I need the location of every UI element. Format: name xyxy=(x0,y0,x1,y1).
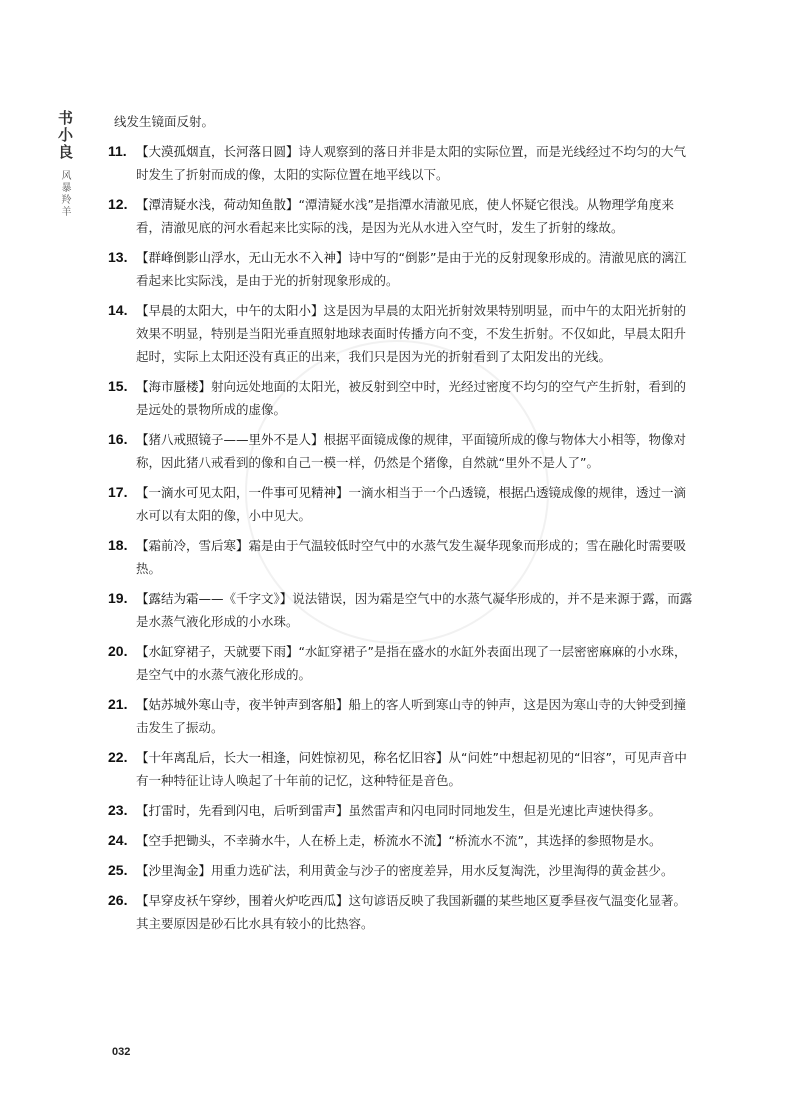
item-heading: 【沙里淘金】 xyxy=(136,863,212,878)
list-item xyxy=(108,889,698,935)
list-item xyxy=(108,246,698,292)
item-number: 21. xyxy=(108,696,128,712)
item-number: 24. xyxy=(108,832,128,848)
item-list xyxy=(108,140,698,935)
item-number: 18. xyxy=(108,537,128,553)
list-item xyxy=(108,299,698,368)
list-item xyxy=(108,140,698,186)
item-heading: 【打雷时，先看到闪电，后听到雷声】 xyxy=(136,803,349,818)
item-body: 用重力选矿法，利用黄金与沙子的密度差异，用水反复淘洗，沙里淘得的黄金甚少。 xyxy=(211,863,674,878)
item-body: 船上的客人听到寒山寺的钟声，这是因为寒山寺的大钟受到撞击发生了振动。 xyxy=(136,697,687,735)
item-body: 诗人观察到的落日并非是太阳的实际位置，而是光线经过不均匀的大气时发生了折射而成的像，太阳的实际位置在地平线以下。 xyxy=(136,144,687,182)
item-body: “潭清疑水浅”是指潭水清澈见底，使人怀疑它很浅。从物理学角度来看，清澈见底的河水看起来比实际的浅，是因为光从水进入空气时，发生了折射的缘故。 xyxy=(136,197,674,235)
item-body: 诗中写的“倒影”是由于光的反射现象形成的。清澈见底的漓江看起来比实际浅，是由于光的折射现象形成的。 xyxy=(136,250,687,288)
list-item xyxy=(108,428,698,474)
item-body: 射向远处地面的太阳光，被反射到空中时，光经过密度不均匀的空气产生折射，看到的是远处的景物所成的虚像。 xyxy=(136,379,687,417)
item-heading: 【姑苏城外寒山寺，夜半钟声到客船】 xyxy=(136,697,349,712)
item-number: 13. xyxy=(108,249,128,265)
item-body: 这句谚语反映了我国新疆的某些地区夏季昼夜气温变化显著。其主要原因是砂石比水具有较小的比热容。 xyxy=(136,893,687,931)
item-number: 20. xyxy=(108,643,128,659)
item-number: 17. xyxy=(108,484,128,500)
item-heading: 【霜前冷，雪后寒】 xyxy=(136,538,249,553)
item-heading: 【大漠孤烟直，长河落日圆】 xyxy=(136,144,299,159)
item-heading: 【早穿皮袄午穿纱，围着火炉吃西瓜】 xyxy=(136,893,349,908)
item-number: 19. xyxy=(108,590,128,606)
list-item xyxy=(108,587,698,633)
side-book-title: 书小良 xyxy=(56,110,74,161)
side-author-name: 风暴羚羊 xyxy=(59,170,70,218)
page-content xyxy=(108,110,698,942)
item-heading: 【十年离乱后，长大一相逢，问姓惊初见，称名忆旧容】 xyxy=(136,750,449,765)
list-item xyxy=(108,534,698,580)
list-item xyxy=(108,829,698,852)
list-item xyxy=(108,859,698,882)
page-number: 032 xyxy=(112,1046,131,1058)
item-body: 这是因为早晨的太阳光折射效果特别明显，而中午的太阳光折射的效果不明显，特别是当阳光垂直照射地球表面时传播方向不变，不发生折射。不仅如此，早晨太阳升起时，实际上太阳还没有真正的出来，我们只是因为光的折射看到了太阳发出的光线。 xyxy=(136,303,687,364)
list-item xyxy=(108,375,698,421)
item-heading: 【空手把锄头，不幸骑水牛，人在桥上走，桥流水不流】 xyxy=(136,833,449,848)
item-number: 15. xyxy=(108,378,128,394)
item-number: 23. xyxy=(108,802,128,818)
item-heading: 【露结为霜——《千字文》】 xyxy=(136,591,293,606)
item-number: 12. xyxy=(108,196,128,212)
item-body: 虽然雷声和闪电同时同地发生，但是光速比声速快得多。 xyxy=(348,803,662,818)
item-number: 26. xyxy=(108,892,128,908)
item-heading: 【水缸穿裙子，天就要下雨】 xyxy=(136,644,299,659)
item-body: “桥流水不流”，其选择的参照物是水。 xyxy=(448,833,662,848)
item-body: 说法错误，因为霜是空气中的水蒸气凝华形成的，并不是来源于露，而露是水蒸气液化形成的小水珠。 xyxy=(136,591,693,629)
item-body: 根据平面镜成像的规律，平面镜所成的像与物体大小相等，物像对称，因此猪八戒看到的像和自己一模一样，仍然是个猪像，自然就“里外不是人了”。 xyxy=(136,432,687,470)
item-body: “水缸穿裙子”是指在盛水的水缸外表面出现了一层密密麻麻的小水珠，是空气中的水蒸气液化形成的。 xyxy=(136,644,687,682)
item-number: 16. xyxy=(108,431,128,447)
item-body: 一滴水相当于一个凸透镜，根据凸透镜成像的规律，透过一滴水可以有太阳的像，小中见大。 xyxy=(136,485,687,523)
list-item xyxy=(108,193,698,239)
item-number: 14. xyxy=(108,302,128,318)
list-item xyxy=(108,481,698,527)
item-heading: 【潭清疑水浅，荷动知鱼散】 xyxy=(136,197,299,212)
item-number: 11. xyxy=(108,143,127,159)
list-item xyxy=(108,693,698,739)
lead-paragraph: 线发生镜面反射。 xyxy=(114,114,215,129)
item-heading: 【猪八戒照镜子——里外不是人】 xyxy=(136,432,324,447)
item-body: 霜是由于气温较低时空气中的水蒸气发生凝华现象而形成的；雪在融化时需要吸热。 xyxy=(136,538,687,576)
item-heading: 【一滴水可见太阳，一件事可见精神】 xyxy=(136,485,349,500)
item-number: 22. xyxy=(108,749,128,765)
item-body: 从“问姓”中想起初见的“旧容”，可见声音中有一种特征让诗人唤起了十年前的记忆，这种特征是音色。 xyxy=(136,750,687,788)
item-heading: 【群峰倒影山浮水，无山无水不入神】 xyxy=(136,250,349,265)
item-number: 25. xyxy=(108,862,128,878)
list-item xyxy=(108,640,698,686)
item-heading: 【海市蜃楼】 xyxy=(136,379,212,394)
list-item xyxy=(108,746,698,792)
item-heading: 【早晨的太阳大，中午的太阳小】 xyxy=(136,303,324,318)
list-item xyxy=(108,799,698,822)
